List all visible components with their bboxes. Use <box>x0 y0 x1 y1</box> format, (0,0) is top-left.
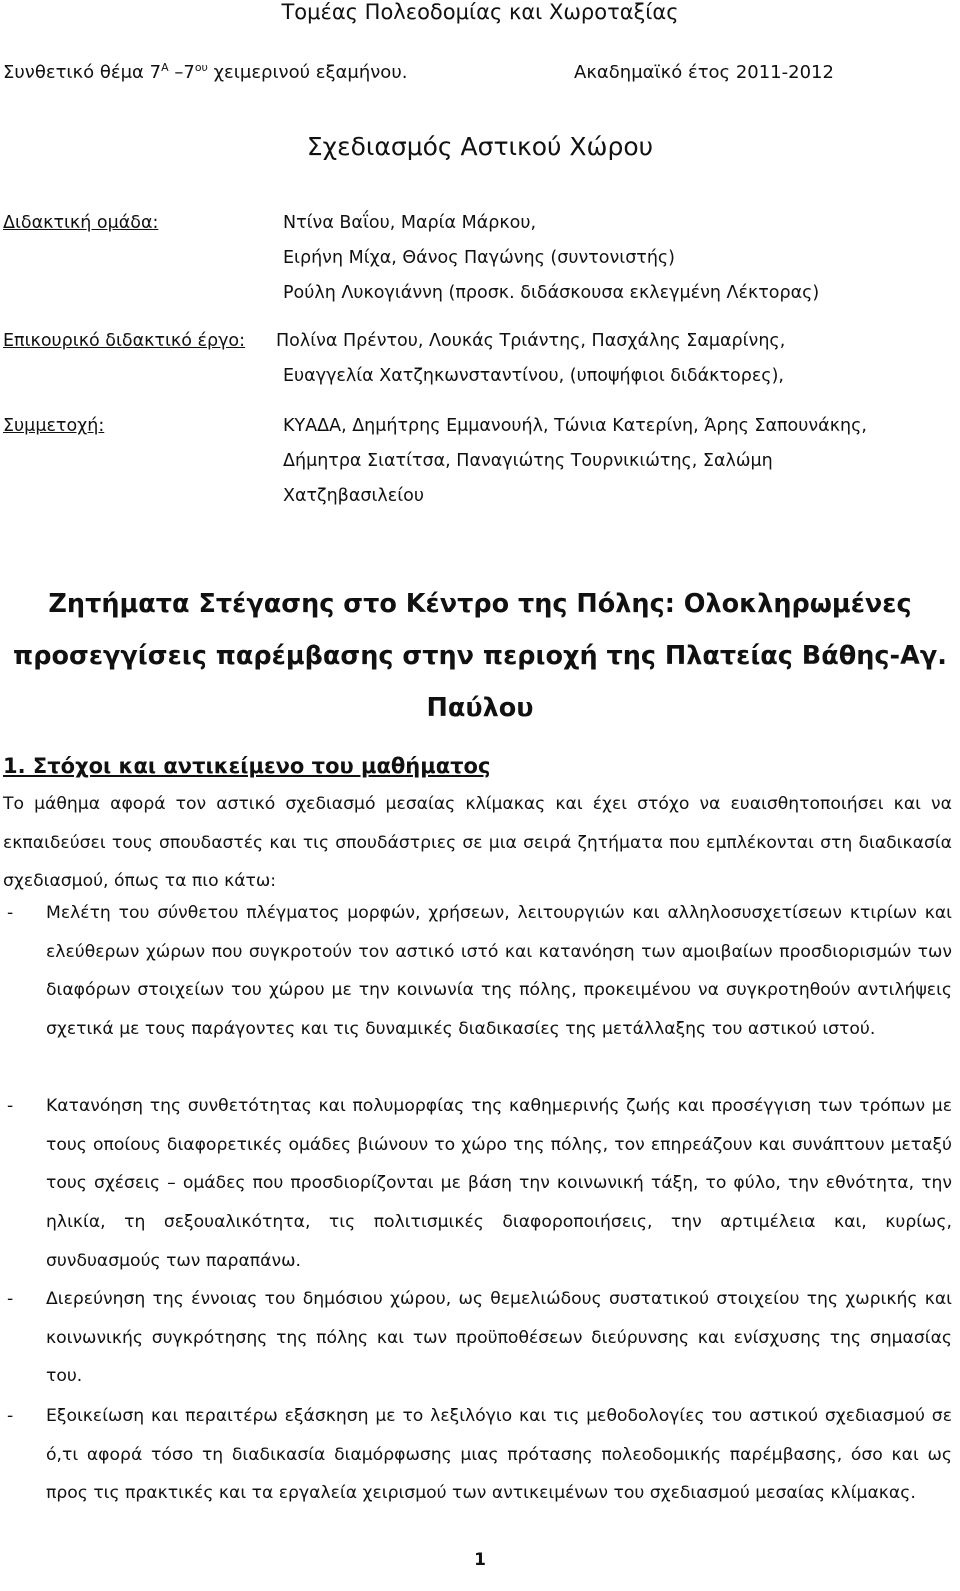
bullet-dash: - <box>7 1289 14 1309</box>
list-item <box>3 1087 952 1281</box>
teaching-team-line: Ρούλη Λυκογιάννη (προσκ. διδάσκουσα εκλεγμένη Λέκτορας) <box>283 283 820 303</box>
participation-line: ΚΥΑΔΑ, Δημήτρης Εμμανουήλ, Τώνια Κατερίνη, Άρης Σαπουνάκης, <box>283 416 867 436</box>
bullet-dash: - <box>7 903 14 923</box>
teaching-team-line: Ντίνα Βαΐου, Μαρία Μάρκου, <box>283 213 537 233</box>
department-title: Τομέας Πολεοδομίας και Χωροταξίας <box>281 0 679 24</box>
bullet-dash: - <box>7 1406 14 1426</box>
assist-line: Ευαγγελία Χατζηκωνσταντίνου, (υποψήφιοι διδάκτορες), <box>283 366 784 386</box>
section-heading: 1. Στόχοι και αντικείμενο του μαθήματος <box>3 754 491 778</box>
intro-paragraph: Το μάθημα αφορά τον αστικό σχεδιασμό μεσαίας κλίμακας και έχει στόχο να ευαισθητοποιήσει και να εκπαιδεύσει τους σπουδαστές και τις σπουδάστριες σε μια σειρά ζητήματα που εμπλέκονται στη διαδικασία σχεδιασμού, όπως τα πιο κάτω: <box>3 794 952 892</box>
list-item <box>3 1397 952 1513</box>
list-item-text: Κατανόηση της συνθετότητας και πολυμορφίας της καθημερινής ζωής και προσέγγιση των τρόπων με τους οποίους διαφορετικές ομάδες βιώνουν το χώρο της πόλης, τον επηρεάζουν και συνάπτουν μεταξύ τους σχέσεις – ομάδες που προσδιορίζονται με βάση την κοινωνική τάξη, το φύλο, την εθνότητα, την ηλικία, τη σεξουαλικότητα, τις πολιτισμικές διαφοροποιήσεις, την αρτιμέλεια και, κυρίως, συνδυασμούς των παραπάνω. <box>46 1096 952 1271</box>
course-info <box>3 62 407 83</box>
course-label: Συνθετικό θέμα 7 <box>3 62 162 83</box>
bullet-dash: - <box>7 1096 14 1116</box>
academic-year: Ακαδημαϊκό έτος 2011-2012 <box>574 62 834 83</box>
course-superscript-ou: ου <box>194 61 208 74</box>
course-subject: Σχεδιασμός Αστικού Χώρου <box>306 132 654 161</box>
participation-line: Δήμητρα Σιατίτσα, Παναγιώτης Τουρνικιώτης, Σαλώμη <box>283 451 773 471</box>
teaching-team-line: Ειρήνη Μίχα, Θάνος Παγώνης (συντονιστής) <box>283 248 676 268</box>
participation-line: Χατζηβασιλείου <box>283 486 424 506</box>
course-tail: χειμερινού εξαμήνου. <box>207 62 408 83</box>
course-mid: –7 <box>168 62 195 83</box>
document-main-title: Ζητήματα Στέγασης στο Κέντρο της Πόλης: Ολοκληρωμένες προσεγγίσεις παρέμβασης στην περιοχή της Πλατείας Βάθης-Αγ. Παύλου <box>13 589 947 723</box>
assist-label: Επικουρικό διδακτικό έργο: <box>3 331 246 351</box>
list-item <box>3 1280 952 1396</box>
list-item-text: Μελέτη του σύνθετου πλέγματος μορφών, χρήσεων, λειτουργιών και αλληλοσυσχετίσεων κτιρίων και ελεύθερων χώρων που συγκροτούν τον αστικό ιστό και κατανόηση των αμοιβαίων προσδιορισμών των διαφόρων στοιχείων του χώρου με την κοινωνία της πόλης, προκειμένου να συγκροτηθούν αντιλήψεις σχετικά με τους παράγοντες και τις δυναμικές διαδικασίες της μετάλλαξης του αστικού ιστού. <box>46 903 952 1040</box>
course-superscript-a: Α <box>161 61 169 74</box>
participation-label: Συμμετοχή: <box>3 416 105 436</box>
list-item-text: Εξοικείωση και περαιτέρω εξάσκηση με το λεξιλόγιο και τις μεθοδολογίες του αστικού σχεδιασμού σε ό,τι αφορά τόσο τη διαδικασία διαμόρφωσης μιας πρότασης πολεοδομικής παρέμβασης, όσο και ως προς τις πρακτικές και τα εργαλεία χειρισμού των αντικειμένων του σχεδιασμού μεσαίας κλίμακας. <box>46 1406 952 1504</box>
list-item <box>3 894 952 1049</box>
teaching-team-label: Διδακτική ομάδα: <box>3 213 159 233</box>
page-number: 1 <box>474 1550 486 1570</box>
assist-line: Πολίνα Πρέντου, Λουκάς Τριάντης, Πασχάλης Σαμαρίνης, <box>276 331 786 351</box>
list-item-text: Διερεύνηση της έννοιας του δημόσιου χώρου, ως θεμελιώδους συστατικού στοιχείου της χωρικής και κοινωνικής συγκρότησης της πόλης και των προϋποθέσεων διεύρυνσης και ενίσχυσης της σημασίας του. <box>46 1289 952 1387</box>
